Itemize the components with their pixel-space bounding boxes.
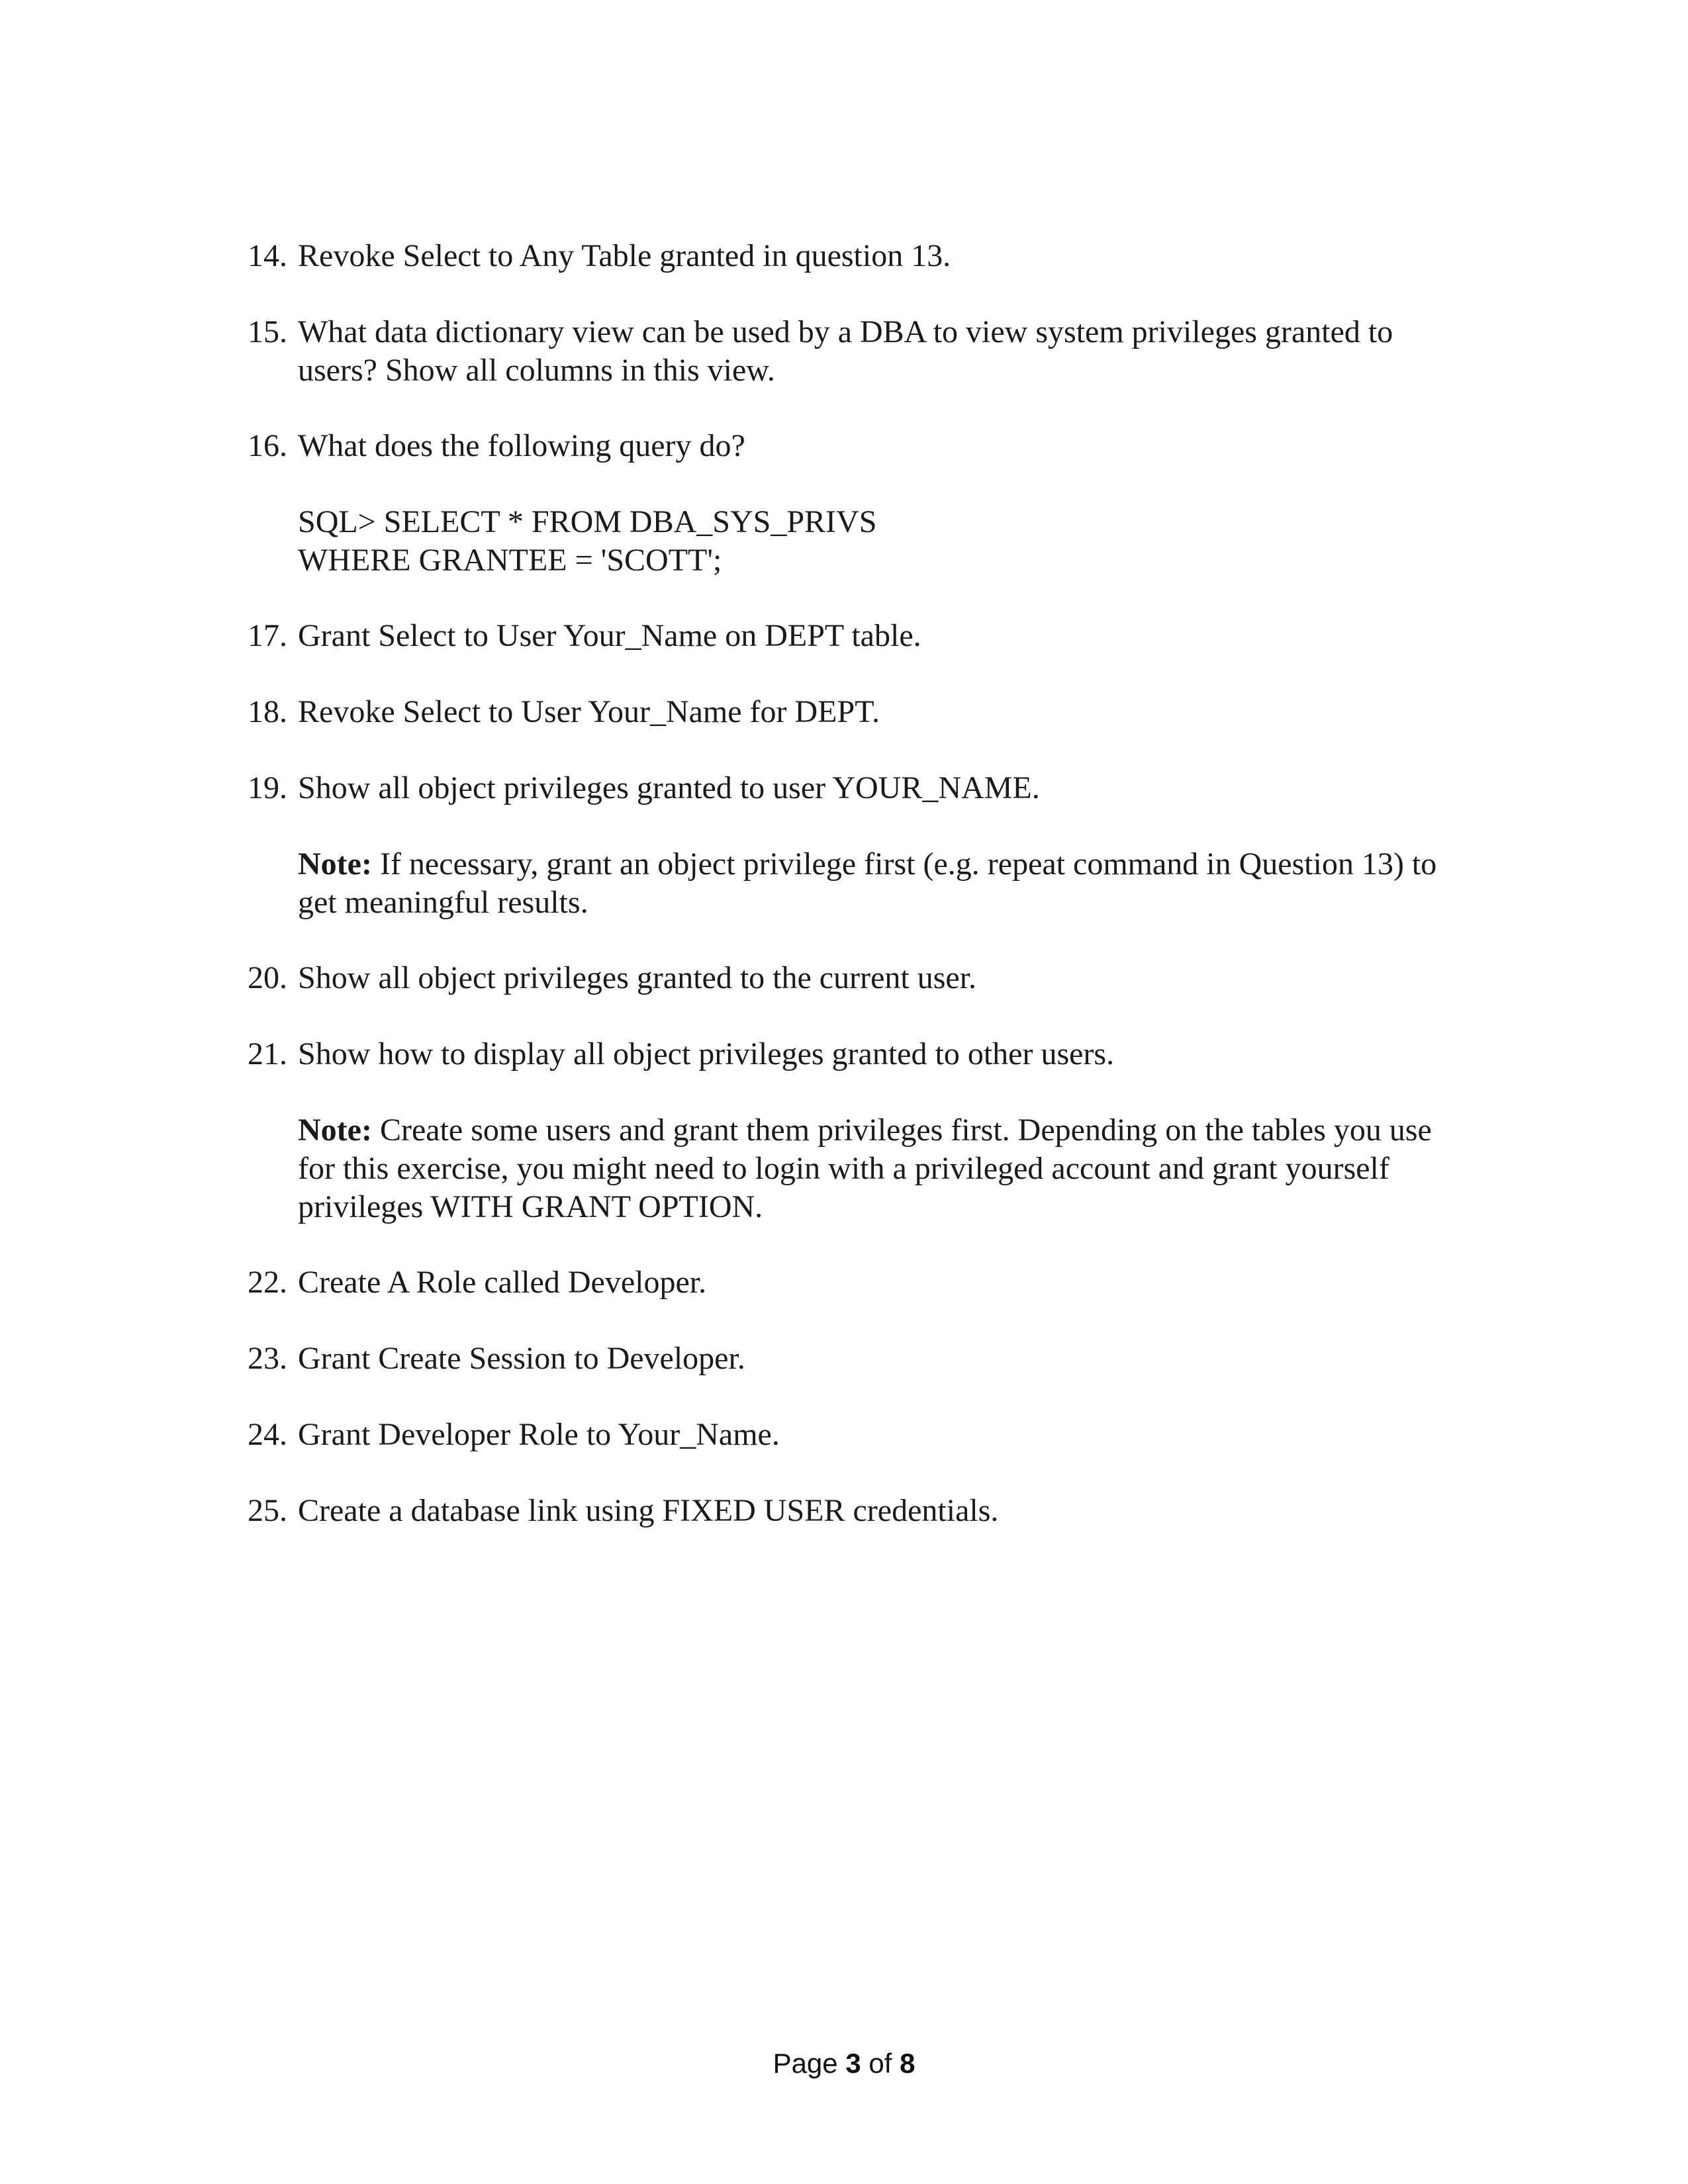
note-line-1 bbox=[298, 1111, 1509, 1150]
question-19 bbox=[248, 769, 1505, 807]
question-text: What data dictionary view can be used by a DBA to view system privileges granted to bbox=[298, 314, 1393, 349]
question-23 bbox=[248, 1340, 1505, 1378]
question-14 bbox=[248, 237, 1505, 275]
question-text: Create a database link using FIXED USER credentials. bbox=[298, 1493, 999, 1528]
question-number: 15. bbox=[248, 314, 287, 349]
note-line-3: privileges WITH GRANT OPTION. bbox=[298, 1189, 763, 1224]
question-17 bbox=[248, 617, 1505, 655]
question-15 bbox=[248, 313, 1505, 390]
question-text: What does the following query do? bbox=[298, 428, 745, 463]
question-number: 19. bbox=[248, 770, 287, 805]
note-line-2: get meaningful results. bbox=[298, 885, 588, 920]
question-number: 25. bbox=[248, 1493, 287, 1528]
question-20 bbox=[248, 959, 1505, 997]
question-number: 24. bbox=[248, 1417, 287, 1452]
question-number: 16. bbox=[248, 428, 287, 463]
question-22 bbox=[248, 1263, 1505, 1302]
question-number: 21. bbox=[248, 1036, 287, 1071]
page-total-number: 8 bbox=[900, 2048, 915, 2079]
note-label: Note: bbox=[298, 1113, 372, 1148]
question-21 bbox=[248, 1035, 1505, 1073]
question-text: Revoke Select to User Your_Name for DEPT. bbox=[298, 694, 880, 729]
note-block-2 bbox=[298, 1111, 1509, 1226]
note-block-1 bbox=[298, 845, 1509, 922]
question-number: 20. bbox=[248, 960, 287, 995]
question-number: 22. bbox=[248, 1265, 287, 1300]
note-text: If necessary, grant an object privilege first (e.g. repeat command in Question 13) to bbox=[371, 846, 1437, 882]
question-text: Grant Developer Role to Your_Name. bbox=[298, 1417, 780, 1452]
sql-line-2: WHERE GRANTEE = 'SCOTT'; bbox=[298, 543, 722, 578]
question-number: 17. bbox=[248, 618, 287, 653]
question-text: Grant Create Session to Developer. bbox=[298, 1341, 745, 1376]
question-number: 14. bbox=[248, 238, 287, 273]
question-number: 18. bbox=[248, 694, 287, 729]
note-label: Note: bbox=[298, 846, 372, 882]
question-text: Show how to display all object privileges granted to other users. bbox=[298, 1036, 1115, 1071]
page-footer bbox=[0, 2047, 1688, 2080]
page-footer-prefix: Page bbox=[773, 2048, 846, 2079]
question-number: 23. bbox=[248, 1341, 287, 1376]
note-text: Create some users and grant them privileges first. Depending on the tables you use bbox=[371, 1113, 1432, 1148]
question-24 bbox=[248, 1416, 1505, 1454]
question-25 bbox=[248, 1492, 1505, 1530]
page-current-number: 3 bbox=[845, 2048, 861, 2079]
question-16 bbox=[248, 427, 1505, 465]
note-line-2: for this exercise, you might need to login with a privileged account and grant yourself bbox=[298, 1151, 1389, 1186]
question-text: Show all object privileges granted to the current user. bbox=[298, 960, 977, 995]
question-18 bbox=[248, 693, 1505, 731]
question-text: Create A Role called Developer. bbox=[298, 1265, 707, 1300]
sql-line-1: SQL> SELECT * FROM DBA_SYS_PRIVS bbox=[298, 504, 877, 539]
question-text: Show all object privileges granted to user YOUR_NAME. bbox=[298, 770, 1040, 805]
sql-query bbox=[298, 503, 1509, 580]
note-line-1 bbox=[298, 845, 1509, 884]
page-footer-of: of bbox=[861, 2048, 900, 2079]
question-text: Revoke Select to Any Table granted in question 13. bbox=[298, 238, 951, 273]
question-text: Grant Select to User Your_Name on DEPT table. bbox=[298, 618, 921, 653]
question-text-continued: users? Show all columns in this view. bbox=[298, 353, 775, 388]
